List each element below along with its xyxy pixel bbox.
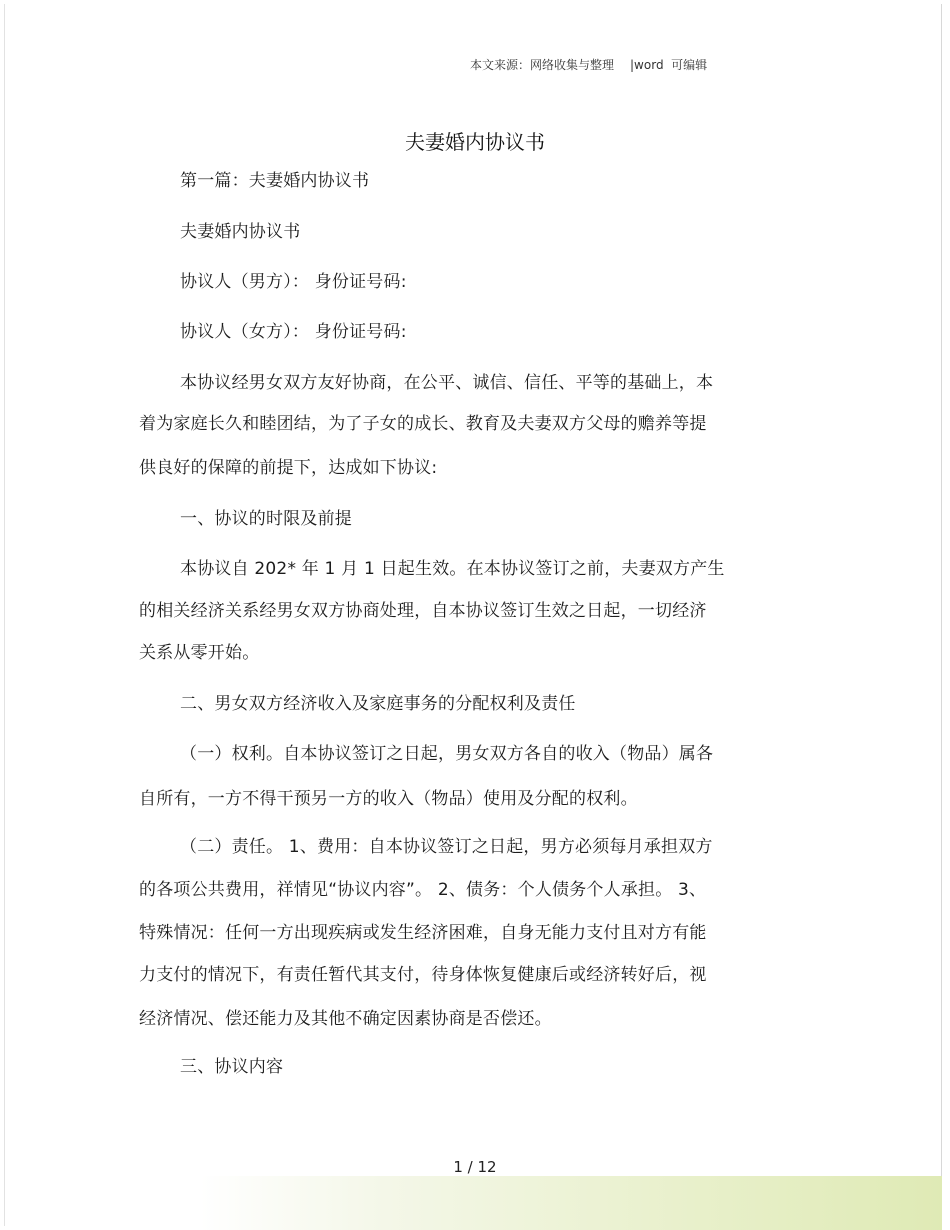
page-header — [470, 56, 707, 73]
paragraph-line: 协议人（女方）： 身份证号码: — [180, 322, 407, 342]
paragraph-line: 力支付的情况下，有责任暂代其支付，待身体恢复健康后或经济转好后，视 — [139, 965, 707, 985]
paragraph-line: 自所有，一方不得干预另一方的收入（物品）使用及分配的权利。 — [139, 789, 638, 809]
paragraph-line: 协议人（男方）： 身份证号码: — [180, 272, 407, 292]
header-editable: |word 可编辑 — [630, 58, 708, 72]
section-heading: 三、协议内容 — [180, 1057, 284, 1077]
document-title: 夫妻婚内协议书 — [405, 130, 545, 154]
paragraph-line: 的各项公共费用，祥情见“协议内容”。 2、债务：个人债务个人承担。 3、 — [139, 880, 707, 900]
paragraph-line: （二）责任。 1、费用：自本协议签订之日起，男方必须每月承担双方 — [180, 837, 713, 857]
paragraph-line: 第一篇：夫妻婚内协议书 — [180, 171, 370, 191]
paragraph-line: 本协议自 202* 年 1 月 1 日起生效。在本协议签订之前，夫妻双方产生 — [180, 559, 725, 579]
section-heading: 一、协议的时限及前提 — [180, 509, 352, 529]
paragraph-line: 经济情况、偿还能力及其他不确定因素协商是否偿还。 — [139, 1009, 552, 1029]
paragraph-line: 夫妻婚内协议书 — [180, 222, 301, 242]
page-number: 1 / 12 — [453, 1158, 497, 1176]
paragraph-line: 关系从零开始。 — [139, 643, 260, 663]
section-heading: 二、男女双方经济收入及家庭事务的分配权利及责任 — [180, 694, 576, 714]
paragraph-line: 供良好的保障的前提下，达成如下协议: — [139, 458, 438, 478]
footer-decoration — [200, 1176, 942, 1230]
paragraph-line: 的相关经济关系经男女双方协商处理，自本协议签订生效之日起，一切经济 — [139, 601, 707, 621]
paragraph-line: 着为家庭长久和睦团结，为了子女的成长、教育及夫妻双方父母的赡养等提 — [139, 414, 707, 434]
paragraph-line: 特殊情况：任何一方出现疾病或发生经济困难，自身无能力支付且对方有能 — [139, 923, 707, 943]
paragraph-line: （一）权利。自本协议签订之日起，男女双方各自的收入（物品）属各 — [180, 744, 714, 764]
header-source: 本文来源：网络收集与整理 — [470, 58, 615, 72]
paragraph-line: 本协议经男女双方友好协商，在公平、诚信、信任、平等的基础上，本 — [180, 373, 714, 393]
